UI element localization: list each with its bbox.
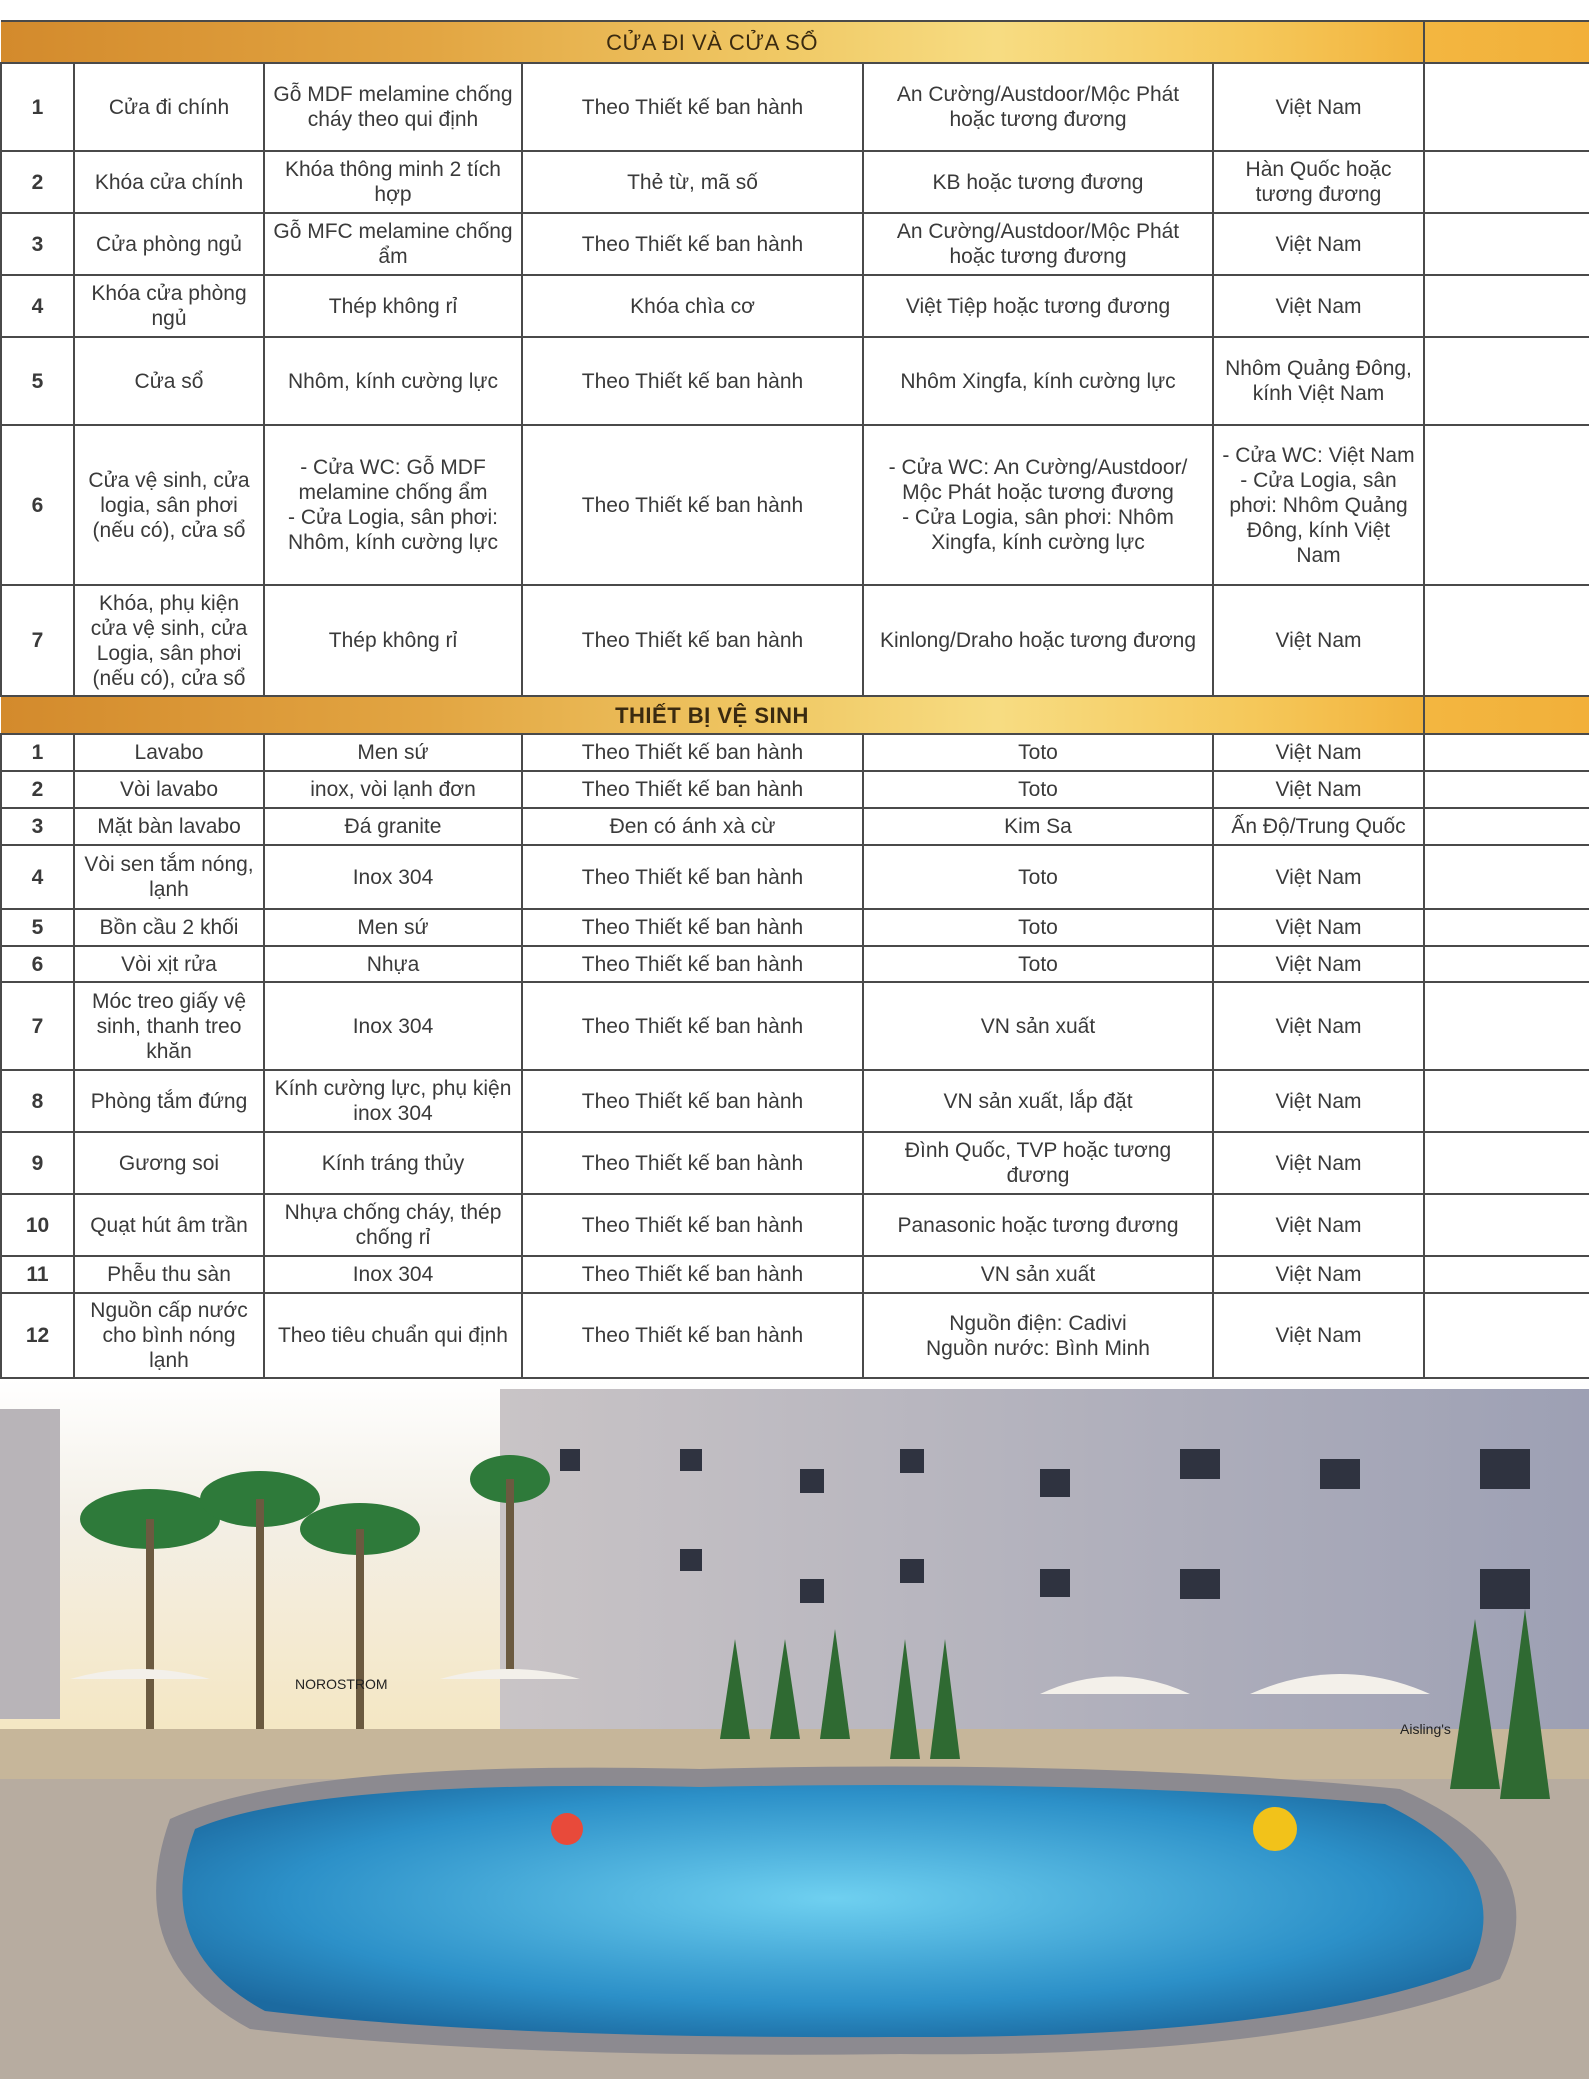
brand-cell: Kinlong/Draho hoặc tương đương (863, 585, 1213, 696)
note-cell (1424, 734, 1589, 771)
table-row (1, 1293, 1589, 1378)
origin-cell: Việt Nam (1213, 1070, 1424, 1132)
section-title: THIẾT BỊ VỆ SINH (1, 696, 1424, 734)
table-row (1, 63, 1589, 151)
specification-cell: Theo Thiết kế ban hành (522, 1293, 863, 1378)
note-cell (1424, 213, 1589, 275)
item-name-cell: Cửa vệ sinh, cửa logia, sân phơi (nếu có), cửa sổ (74, 425, 264, 585)
specification-cell: Theo Thiết kế ban hành (522, 946, 863, 982)
specification-cell: Theo Thiết kế ban hành (522, 1132, 863, 1194)
table-row (1, 982, 1589, 1070)
material-cell: Inox 304 (264, 1256, 522, 1293)
item-number-cell: 5 (1, 909, 74, 946)
origin-cell: Việt Nam (1213, 213, 1424, 275)
table-row (1, 808, 1589, 845)
origin-cell: Việt Nam (1213, 982, 1424, 1070)
table-row (1, 1256, 1589, 1293)
store-sign-aislings: Aisling's (1400, 1721, 1451, 1737)
item-name-cell: Nguồn cấp nước cho bình nóng lạnh (74, 1293, 264, 1378)
brand-cell: Nhôm Xingfa, kính cường lực (863, 337, 1213, 425)
material-cell: inox, vòi lạnh đơn (264, 771, 522, 808)
origin-cell: Việt Nam (1213, 771, 1424, 808)
item-number-cell: 2 (1, 771, 74, 808)
material-cell: Thép không rỉ (264, 585, 522, 696)
item-number-cell: 5 (1, 337, 74, 425)
note-cell (1424, 946, 1589, 982)
note-cell (1424, 1293, 1589, 1378)
note-cell (1424, 1132, 1589, 1194)
item-name-cell: Mặt bàn lavabo (74, 808, 264, 845)
material-cell: Gỗ MDF melamine chống cháy theo qui định (264, 63, 522, 151)
origin-cell: Việt Nam (1213, 1132, 1424, 1194)
table-row (1, 734, 1589, 771)
item-name-cell: Gương soi (74, 1132, 264, 1194)
item-name-cell: Phòng tắm đứng (74, 1070, 264, 1132)
item-number-cell: 2 (1, 151, 74, 213)
item-number-cell: 7 (1, 982, 74, 1070)
brand-cell: Đình Quốc, TVP hoặc tương đương (863, 1132, 1213, 1194)
table-row (1, 1194, 1589, 1256)
section-header (1, 696, 1589, 734)
specification-cell: Theo Thiết kế ban hành (522, 845, 863, 909)
origin-cell: Việt Nam (1213, 1256, 1424, 1293)
item-number-cell: 11 (1, 1256, 74, 1293)
material-cell: Inox 304 (264, 845, 522, 909)
specification-cell: Theo Thiết kế ban hành (522, 982, 863, 1070)
brand-cell: An Cường/Austdoor/Mộc Phát hoặc tương đương (863, 63, 1213, 151)
material-cell: Đá granite (264, 808, 522, 845)
specification-cell: Theo Thiết kế ban hành (522, 425, 863, 585)
item-name-cell: Lavabo (74, 734, 264, 771)
item-number-cell: 6 (1, 946, 74, 982)
item-number-cell: 10 (1, 1194, 74, 1256)
brand-cell: Toto (863, 734, 1213, 771)
specification-cell: Theo Thiết kế ban hành (522, 1070, 863, 1132)
brand-cell: VN sản xuất, lắp đặt (863, 1070, 1213, 1132)
table-row (1, 1070, 1589, 1132)
item-name-cell: Khóa, phụ kiện cửa vệ sinh, cửa Logia, sân phơi (nếu có), cửa sổ (74, 585, 264, 696)
material-cell: Thép không rỉ (264, 275, 522, 337)
brand-cell: VN sản xuất (863, 1256, 1213, 1293)
pool-courtyard-illustration (0, 1379, 1589, 2079)
origin-cell: Việt Nam (1213, 275, 1424, 337)
specification-cell: Thẻ từ, mã số (522, 151, 863, 213)
table-row (1, 425, 1589, 585)
brand-cell: KB hoặc tương đương (863, 151, 1213, 213)
material-cell: Men sứ (264, 909, 522, 946)
specification-cell: Theo Thiết kế ban hành (522, 771, 863, 808)
specification-cell: Theo Thiết kế ban hành (522, 63, 863, 151)
section-title: CỬA ĐI VÀ CỬA SỔ (1, 21, 1424, 63)
origin-cell: Nhôm Quảng Đông, kính Việt Nam (1213, 337, 1424, 425)
brand-cell: Panasonic hoặc tương đương (863, 1194, 1213, 1256)
material-cell: - Cửa WC: Gỗ MDF melamine chống ẩm - Cửa Logia, sân phơi: Nhôm, kính cường lực (264, 425, 522, 585)
table-row (1, 585, 1589, 696)
brand-cell: Toto (863, 946, 1213, 982)
brand-cell: An Cường/Austdoor/Mộc Phát hoặc tương đương (863, 213, 1213, 275)
item-name-cell: Khóa cửa phòng ngủ (74, 275, 264, 337)
item-number-cell: 3 (1, 808, 74, 845)
brand-cell: - Cửa WC: An Cường/Austdoor/ Mộc Phát hoặc tương đương - Cửa Logia, sân phơi: Nhôm Xingfa, kính cường lực (863, 425, 1213, 585)
specification-cell: Theo Thiết kế ban hành (522, 213, 863, 275)
specification-cell: Theo Thiết kế ban hành (522, 337, 863, 425)
item-name-cell: Vòi sen tắm nóng, lạnh (74, 845, 264, 909)
specification-cell: Theo Thiết kế ban hành (522, 1194, 863, 1256)
brand-cell: Việt Tiệp hoặc tương đương (863, 275, 1213, 337)
item-name-cell: Quạt hút âm trần (74, 1194, 264, 1256)
section-header-end (1424, 696, 1589, 734)
material-cell: Nhựa chống cháy, thép chống rỉ (264, 1194, 522, 1256)
table-row (1, 337, 1589, 425)
table-row (1, 213, 1589, 275)
specification-cell: Theo Thiết kế ban hành (522, 1256, 863, 1293)
specification-cell: Theo Thiết kế ban hành (522, 585, 863, 696)
brand-cell: VN sản xuất (863, 982, 1213, 1070)
table-row (1, 771, 1589, 808)
brand-cell: Toto (863, 909, 1213, 946)
material-cell: Gỗ MFC melamine chống ẩm (264, 213, 522, 275)
item-number-cell: 8 (1, 1070, 74, 1132)
note-cell (1424, 1256, 1589, 1293)
item-number-cell: 12 (1, 1293, 74, 1378)
origin-cell: Việt Nam (1213, 734, 1424, 771)
item-name-cell: Cửa đi chính (74, 63, 264, 151)
note-cell (1424, 982, 1589, 1070)
material-cell: Kính tráng thủy (264, 1132, 522, 1194)
item-number-cell: 4 (1, 845, 74, 909)
note-cell (1424, 275, 1589, 337)
origin-cell: Việt Nam (1213, 63, 1424, 151)
note-cell (1424, 585, 1589, 696)
material-cell: Inox 304 (264, 982, 522, 1070)
origin-cell: Việt Nam (1213, 946, 1424, 982)
spec-table (0, 20, 1589, 1379)
specification-cell: Khóa chìa cơ (522, 275, 863, 337)
item-name-cell: Vòi lavabo (74, 771, 264, 808)
section-header (1, 21, 1589, 63)
material-cell: Nhựa (264, 946, 522, 982)
note-cell (1424, 151, 1589, 213)
item-name-cell: Khóa cửa chính (74, 151, 264, 213)
specification-cell: Đen có ánh xà cừ (522, 808, 863, 845)
item-name-cell: Bồn cầu 2 khối (74, 909, 264, 946)
item-number-cell: 3 (1, 213, 74, 275)
note-cell (1424, 63, 1589, 151)
item-name-cell: Cửa sổ (74, 337, 264, 425)
material-cell: Men sứ (264, 734, 522, 771)
note-cell (1424, 1070, 1589, 1132)
section-header-end (1424, 21, 1589, 63)
table-row (1, 946, 1589, 982)
item-number-cell: 9 (1, 1132, 74, 1194)
note-cell (1424, 337, 1589, 425)
store-sign-norostrom: NOROSTROM (295, 1676, 388, 1692)
origin-cell: Việt Nam (1213, 909, 1424, 946)
item-number-cell: 7 (1, 585, 74, 696)
note-cell (1424, 909, 1589, 946)
table-row (1, 151, 1589, 213)
table-row (1, 275, 1589, 337)
specification-cell: Theo Thiết kế ban hành (522, 734, 863, 771)
item-number-cell: 1 (1, 734, 74, 771)
item-number-cell: 4 (1, 275, 74, 337)
material-cell: Khóa thông minh 2 tích hợp (264, 151, 522, 213)
note-cell (1424, 771, 1589, 808)
specification-cell: Theo Thiết kế ban hành (522, 909, 863, 946)
note-cell (1424, 1194, 1589, 1256)
material-cell: Theo tiêu chuẩn qui định (264, 1293, 522, 1378)
origin-cell: Việt Nam (1213, 1293, 1424, 1378)
item-name-cell: Cửa phòng ngủ (74, 213, 264, 275)
item-name-cell: Móc treo giấy vệ sinh, thanh treo khăn (74, 982, 264, 1070)
brand-cell: Kim Sa (863, 808, 1213, 845)
table-row (1, 1132, 1589, 1194)
brand-cell: Toto (863, 845, 1213, 909)
note-cell (1424, 845, 1589, 909)
origin-cell: Việt Nam (1213, 1194, 1424, 1256)
item-name-cell: Vòi xịt rửa (74, 946, 264, 982)
item-name-cell: Phễu thu sàn (74, 1256, 264, 1293)
origin-cell: Việt Nam (1213, 585, 1424, 696)
material-cell: Nhôm, kính cường lực (264, 337, 522, 425)
note-cell (1424, 808, 1589, 845)
brand-cell: Nguồn điện: Cadivi Nguồn nước: Bình Minh (863, 1293, 1213, 1378)
table-row (1, 845, 1589, 909)
brand-cell: Toto (863, 771, 1213, 808)
item-number-cell: 1 (1, 63, 74, 151)
item-number-cell: 6 (1, 425, 74, 585)
origin-cell: Hàn Quốc hoặc tương đương (1213, 151, 1424, 213)
origin-cell: Việt Nam (1213, 845, 1424, 909)
material-cell: Kính cường lực, phụ kiện inox 304 (264, 1070, 522, 1132)
origin-cell: Ấn Độ/Trung Quốc (1213, 808, 1424, 845)
table-row (1, 909, 1589, 946)
origin-cell: - Cửa WC: Việt Nam - Cửa Logia, sân phơi: Nhôm Quảng Đông, kính Việt Nam (1213, 425, 1424, 585)
note-cell (1424, 425, 1589, 585)
